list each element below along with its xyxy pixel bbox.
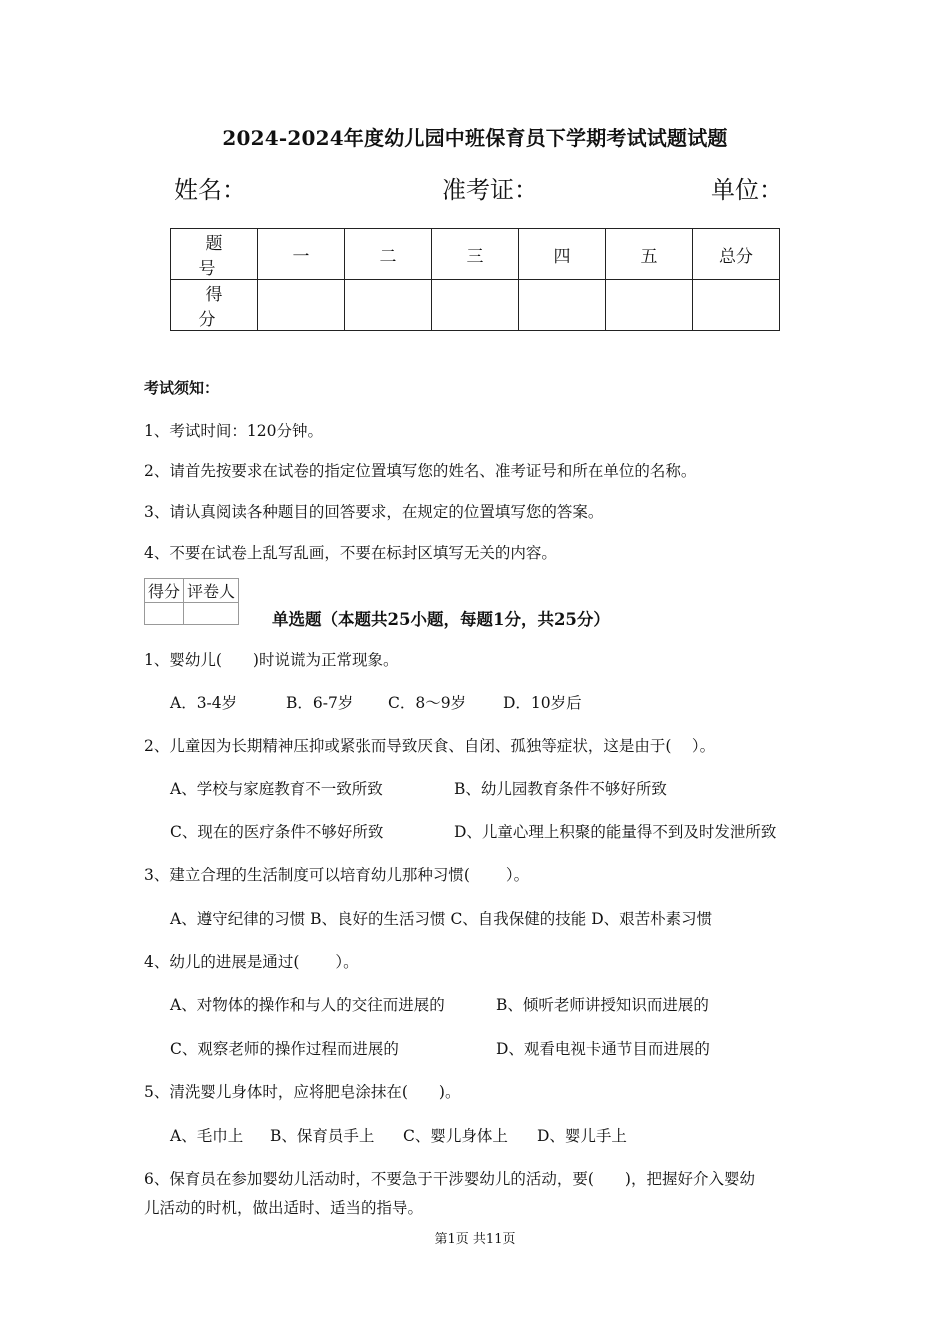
question-option: A．3-4岁 bbox=[170, 694, 238, 712]
question-option: D、儿童心理上积聚的能量得不到及时发泄所致 bbox=[454, 823, 777, 841]
unit-field-label: 单位： bbox=[711, 176, 783, 204]
grader-reviewer-cell bbox=[184, 603, 239, 625]
question-option: C、观察老师的操作过程而进展的 bbox=[170, 1040, 399, 1058]
page-footer: 第1页 共11页 bbox=[434, 1232, 516, 1247]
question-option: D．10岁后 bbox=[503, 694, 582, 712]
question-stem-continued: 儿活动的时机，做出适时、适当的指导。 bbox=[144, 1199, 424, 1217]
name-field-label: 姓名： bbox=[174, 176, 246, 204]
exam-number-field-label: 准考证： bbox=[442, 176, 538, 204]
section-title: 单选题（本题共25小题，每题1分，共25分） bbox=[272, 610, 610, 629]
question-option: A、遵守纪律的习惯 B、良好的生活习惯 C、自我保健的技能 D、艰苦朴素习惯 bbox=[170, 910, 713, 928]
score-cell bbox=[345, 280, 432, 331]
notice-item: 3、请认真阅读各种题目的回答要求，在规定的位置填写您的答案。 bbox=[144, 503, 604, 521]
question-stem: 4、幼儿的进展是通过( ）。 bbox=[144, 953, 359, 971]
notice-item: 1、考试时间：120分钟。 bbox=[144, 422, 323, 440]
score-cell bbox=[432, 280, 519, 331]
score-table bbox=[170, 228, 780, 331]
question-option: B、幼儿园教育条件不够好所致 bbox=[454, 780, 667, 798]
grader-box bbox=[144, 578, 239, 625]
question-option: D、婴儿手上 bbox=[537, 1127, 627, 1145]
grader-reviewer-label: 评卷人 bbox=[184, 579, 239, 603]
score-table-header-cell: 五 bbox=[606, 229, 693, 280]
score-table-score-row bbox=[171, 280, 780, 331]
score-table-row-label: 得 分 bbox=[171, 280, 258, 331]
question-option: A、学校与家庭教育不一致所致 bbox=[170, 780, 383, 798]
question-option: C．8～9岁 bbox=[388, 694, 467, 712]
grader-score-label: 得分 bbox=[145, 579, 184, 603]
question-stem: 1、婴幼儿( )时说谎为正常现象。 bbox=[144, 651, 399, 669]
notice-item: 4、不要在试卷上乱写乱画，不要在标封区填写无关的内容。 bbox=[144, 544, 557, 562]
question-option: B．6-7岁 bbox=[286, 694, 354, 712]
score-table-header-cell: 四 bbox=[519, 229, 606, 280]
question-stem: 6、保育员在参加婴幼儿活动时，不要急于干涉婴幼儿的活动，要( )，把握好介入婴幼 bbox=[144, 1170, 755, 1188]
question-option: C、现在的医疗条件不够好所致 bbox=[170, 823, 384, 841]
notice-title: 考试须知： bbox=[144, 379, 220, 397]
grader-score-cell bbox=[145, 603, 184, 625]
notice-item: 2、请首先按要求在试卷的指定位置填写您的姓名、准考证号和所在单位的名称。 bbox=[144, 462, 697, 480]
question-stem: 5、清洗婴儿身体时，应将肥皂涂抹在( )。 bbox=[144, 1083, 461, 1101]
score-cell bbox=[606, 280, 693, 331]
score-cell bbox=[519, 280, 606, 331]
score-table-header-cell: 一 bbox=[258, 229, 345, 280]
question-stem: 2、儿童因为长期精神压抑或紧张而导致厌食、自闭、孤独等症状，这是由于( ）。 bbox=[144, 737, 716, 755]
question-option: B、倾听老师讲授知识而进展的 bbox=[496, 996, 709, 1014]
score-table-header-cell: 三 bbox=[432, 229, 519, 280]
question-option: D、观看电视卡通节目而进展的 bbox=[496, 1040, 710, 1058]
page-title: 2024-2024年度幼儿园中班保育员下学期考试试题试题 bbox=[222, 126, 728, 150]
question-option: B、保育员手上 bbox=[270, 1127, 375, 1145]
score-table-header-row bbox=[171, 229, 780, 280]
score-table-header-cell: 总分 bbox=[693, 229, 780, 280]
question-option: C、婴儿身体上 bbox=[403, 1127, 508, 1145]
score-cell bbox=[258, 280, 345, 331]
score-table-header-cell: 题 号 bbox=[171, 229, 258, 280]
question-option: A、毛巾上 bbox=[170, 1127, 244, 1145]
score-cell bbox=[693, 280, 780, 331]
question-stem: 3、建立合理的生活制度可以培育幼儿那种习惯( ）。 bbox=[144, 866, 530, 884]
score-table-header-cell: 二 bbox=[345, 229, 432, 280]
question-option: A、对物体的操作和与人的交往而进展的 bbox=[170, 996, 445, 1014]
